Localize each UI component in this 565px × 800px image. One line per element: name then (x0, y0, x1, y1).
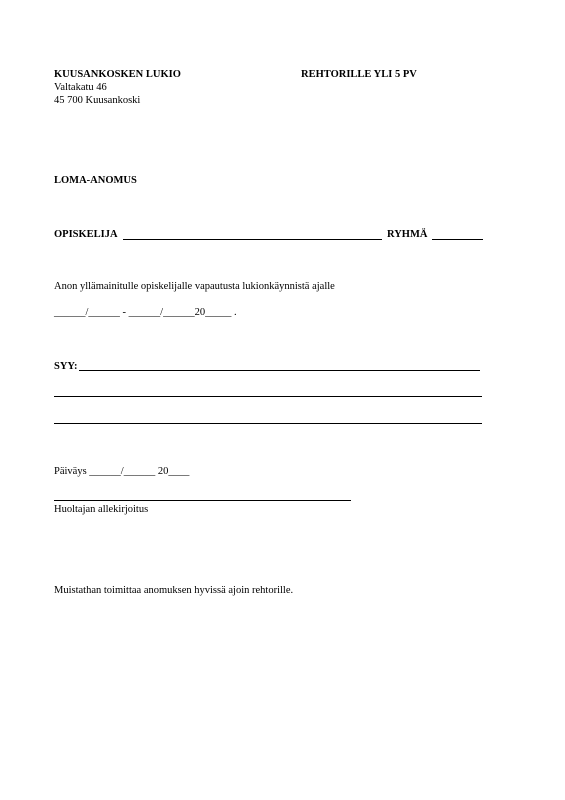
reminder-text: Muistathan toimittaa anomuksen hyvissä ajoin rehtorille. (54, 585, 294, 596)
group-field-line (432, 239, 483, 240)
date-range-line: ______/______ - ______/______20_____ . (54, 307, 237, 318)
notice-heading: REHTORILLE YLI 5 PV (301, 69, 417, 80)
request-text: Anon yllämainitulle opiskelijalle vapautusta lukionkäynnistä ajalle (54, 281, 335, 292)
school-city: 45 700 Kuusankoski (54, 95, 141, 106)
student-field-line (123, 239, 382, 240)
school-name: KUUSANKOSKEN LUKIO (54, 69, 181, 80)
reason-line-1 (79, 370, 480, 371)
form-title: LOMA-ANOMUS (54, 175, 137, 186)
student-label: OPISKELIJA (54, 229, 118, 240)
reason-line-3 (54, 423, 482, 424)
school-street: Valtakatu 46 (54, 82, 107, 93)
reason-label: SYY: (54, 361, 78, 372)
group-label: RYHMÄ (387, 229, 428, 240)
date-line: Päiväys ______/______ 20____ (54, 466, 190, 477)
reason-line-2 (54, 396, 482, 397)
signature-line (54, 500, 351, 501)
signature-label: Huoltajan allekirjoitus (54, 504, 149, 515)
